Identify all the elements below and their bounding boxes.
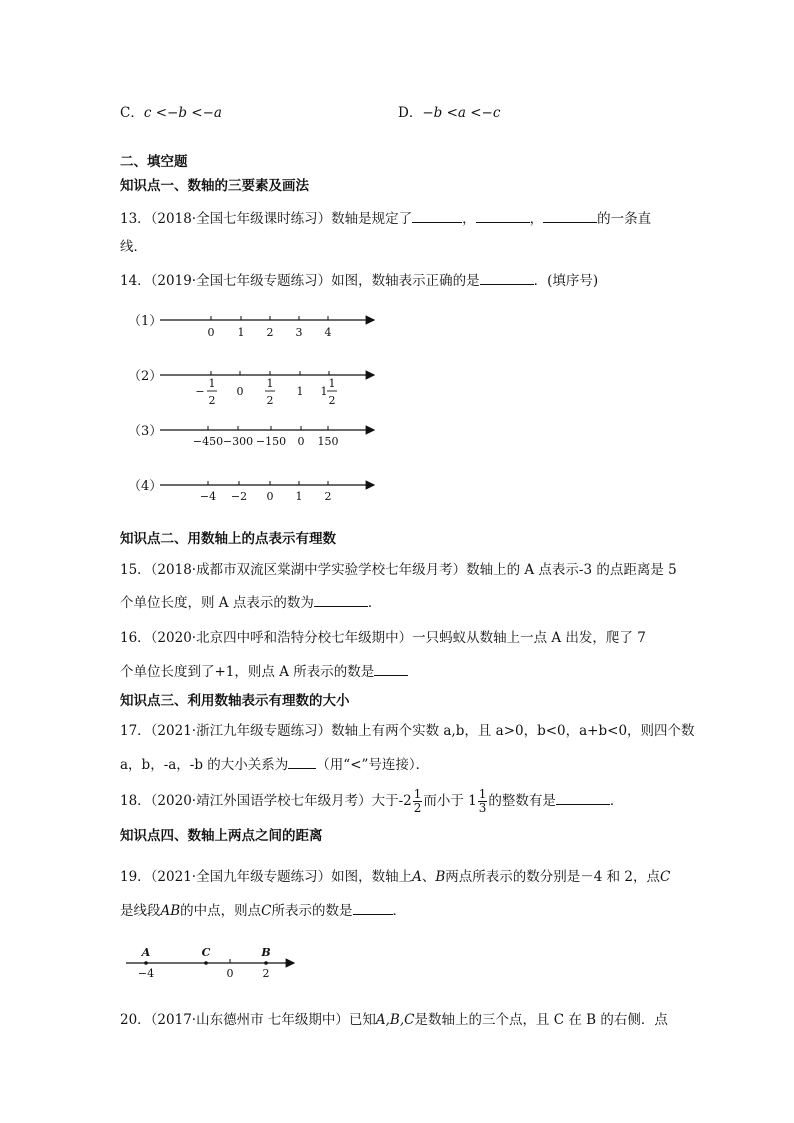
tick-label: −2 xyxy=(230,490,248,503)
tick-label: 0 xyxy=(207,326,215,339)
line-1-ticks xyxy=(211,316,328,320)
question-13: 13．（2018·全国七年级课时练习）数轴是规定了 ， ， 的一条直 xyxy=(120,208,651,228)
tick-label: 4 xyxy=(324,326,332,339)
label-a: A xyxy=(141,946,151,959)
question-13-cont: 线． xyxy=(120,239,147,255)
question-14: 14．（2019·全国七年级专题练习）如图，数轴表示正确的是 ．(填序号) xyxy=(120,270,598,290)
tick-label: −150 xyxy=(255,435,287,448)
tick-label: 2 xyxy=(324,490,332,503)
question-20: 20．（2017·山东德州市 七年级期中）已知A,B,C是数轴上的三个点，且 C 在 B 的右侧．点 xyxy=(120,1012,668,1028)
tick-label: 1 xyxy=(295,490,303,503)
tick-label: 3 xyxy=(295,326,303,339)
answer-blank xyxy=(353,900,393,915)
tick-label: −4 xyxy=(199,490,217,503)
line-2-label: （2） xyxy=(128,369,163,384)
line-3-ticks xyxy=(208,426,328,430)
question-19: 19．（2021·全国九年级专题练习）如图，数轴上A、B两点所表示的数分别是－4 和 2，点C xyxy=(120,869,671,885)
tick-label: 2 xyxy=(266,394,274,407)
question-19-figure xyxy=(120,942,300,982)
line-3-label: （3） xyxy=(128,424,163,439)
line-2-ticks xyxy=(211,371,329,375)
tick-label: 1 xyxy=(296,385,304,398)
knowledge-point-2: 知识点二、用数轴上的点表示有理数 xyxy=(120,531,336,547)
option-d: D．−b <a <−c xyxy=(398,105,501,121)
tick-label: −300 xyxy=(222,435,254,448)
question-15-cont: 个单位长度，则 A 点表示的数为 ． xyxy=(120,592,381,612)
tick-label: 0 xyxy=(236,385,244,398)
tick-label: 1 xyxy=(320,385,328,398)
tick-label: 1 xyxy=(208,377,216,390)
knowledge-point-3: 知识点三、利用数轴表示有理数的大小 xyxy=(120,693,350,709)
point-a xyxy=(144,961,148,965)
tick-label: −450 xyxy=(192,435,224,448)
question-15: 15．（2018·成都市双流区棠湖中学实验学校七年级月考）数轴上的 A 点表示-3 的点距离是 5 xyxy=(120,562,677,578)
tick-label: 2 xyxy=(328,394,336,407)
tick-label: 150 xyxy=(317,435,339,448)
answer-blank xyxy=(288,754,316,769)
tick-label: 0 xyxy=(266,490,274,503)
answer-blank xyxy=(412,208,462,223)
question-17-cont: a，b，-a，-b 的大小关系为 （用“<”号连接）． xyxy=(120,754,429,774)
question-16-cont: 个单位长度到了+1，则点 A 所表示的数是 xyxy=(120,661,408,681)
value-b: 2 xyxy=(262,967,270,980)
line-4-label: （4） xyxy=(128,479,163,494)
answer-blank xyxy=(314,592,368,607)
option-c: C．c <−b <−a xyxy=(120,105,222,121)
point-c xyxy=(204,961,208,965)
tick-label: 1 xyxy=(237,326,245,339)
tick-label: 0 xyxy=(297,435,305,448)
section-title: 二、填空题 xyxy=(120,154,188,170)
question-16: 16．（2020·北京四中呼和浩特分校七年级期中）一只蚂蚁从数轴上一点 A 出发，爬了 7 xyxy=(120,630,646,646)
tick-label: − xyxy=(195,385,205,398)
value-origin: 0 xyxy=(226,967,234,980)
label-b: B xyxy=(261,946,271,959)
question-17: 17．（2021·浙江九年级专题练习）数轴上有两个实数 a,b，且 a>0，b<0，a+b<0，则四个数 xyxy=(120,723,695,739)
answer-blank xyxy=(543,208,597,223)
label-c: C xyxy=(201,946,211,959)
question-18: 18．（2020·靖江外国语学校七年级月考）大于-2 $\frac{1}{2}$ 而小于 1 $\frac{1}{3}$ 的整数有是 ． xyxy=(120,787,624,815)
number-lines-figure xyxy=(120,305,390,505)
answer-blank xyxy=(480,270,534,285)
fraction-1-3: $\frac{1}{3}$ xyxy=(478,787,487,815)
answer-blank xyxy=(476,208,530,223)
knowledge-point-1: 知识点一、数轴的三要素及画法 xyxy=(120,178,309,194)
point-b xyxy=(264,961,268,965)
answer-blank xyxy=(556,790,610,805)
fraction-1-2: $\frac{1}{2}$ xyxy=(413,787,422,815)
knowledge-point-4: 知识点四、数轴上两点之间的距离 xyxy=(120,828,323,844)
value-a: −4 xyxy=(137,967,155,980)
answer-blank xyxy=(374,661,408,676)
tick-label: 1 xyxy=(266,377,274,390)
tick-label: 2 xyxy=(266,326,274,339)
tick-label: 1 xyxy=(328,377,336,390)
tick-label: 2 xyxy=(208,394,216,407)
line-1-label: （1） xyxy=(128,314,163,329)
question-19-cont: 是线段AB的中点，则点C所表示的数是 ． xyxy=(120,900,406,920)
